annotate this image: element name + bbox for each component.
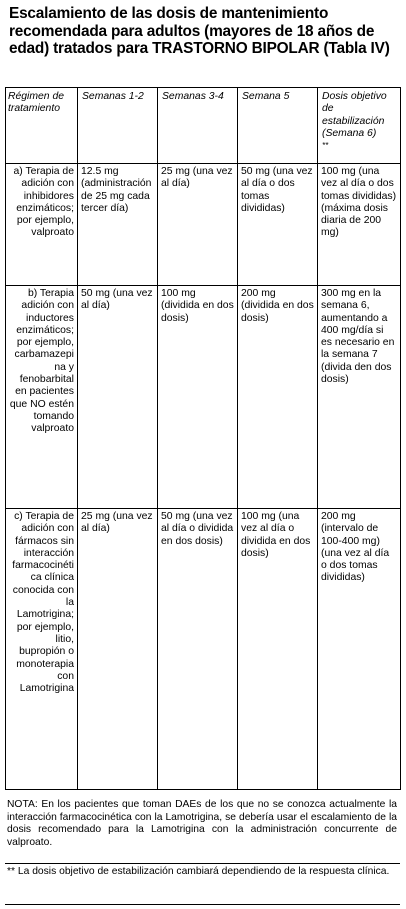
- table-row: [6, 509, 401, 790]
- header-target-dose: [318, 88, 401, 164]
- cell-regimen: b) Terapia adición con inductores enzimáticos; por ejemplo, carbamazepina y fenobarbital en pacientes que NO estén tomando valproato: [6, 286, 78, 509]
- footnote-divider: [5, 863, 400, 864]
- header-weeks-3-4: Semanas 3-4: [158, 88, 238, 164]
- header-week-5: Semana 5: [238, 88, 318, 164]
- bottom-divider: [5, 904, 400, 905]
- cell-target-dose: 100 mg (una vez al día o dos tomas divididas) (máxima dosis diaria de 200 mg): [318, 164, 401, 286]
- cell-target-dose: 200 mg (intervalo de 100-400 mg) (una vez al día o dos tomas divididas): [318, 509, 401, 790]
- cell-regimen: c) Terapia de adición con fármacos sin interacción farmacocinética clínica conocida con la Lamotrigina; por ejemplo, litio, bupropión o monoterapia con Lamotrigina: [6, 509, 78, 790]
- cell-weeks-3-4: 50 mg (una vez al día o dividida en dos dosis): [158, 509, 238, 790]
- cell-weeks-1-2: 25 mg (una vez al día): [78, 509, 158, 790]
- cell-weeks-3-4: 100 mg (dividida en dos dosis): [158, 286, 238, 509]
- cell-week-5: 200 mg (dividida en dos dosis): [238, 286, 318, 509]
- cell-target-dose: 300 mg en la semana 6, aumentando a 400 mg/día si es necesario en la semana 7 (divida den dos dosis): [318, 286, 401, 509]
- cell-weeks-1-2: 50 mg (una vez al día): [78, 286, 158, 509]
- cell-week-5: 50 mg (una vez al día o dos tomas divididas): [238, 164, 318, 286]
- header-regimen: Régimen de tratamiento: [6, 88, 78, 164]
- table-row: [6, 286, 401, 509]
- cell-regimen: a) Terapia de adición con inhibidores enzimáticos; por ejemplo, valproato: [6, 164, 78, 286]
- table-note: NOTA: En los pacientes que toman DAEs de los que no se conozca actualmente la interacción farmacocinética con la Lamotrigina, se debería usar el escalamiento de la dosis recomendado para la Lamotrigina con la administración concurrente de valproato.: [7, 799, 397, 848]
- cell-weeks-1-2: 12.5 mg (administración de 25 mg cada tercer día): [78, 164, 158, 286]
- header-weeks-1-2: Semanas 1-2: [78, 88, 158, 164]
- header-target-label: Dosis objetivo de estabilización (Semana 6): [322, 91, 387, 139]
- footnote: ** La dosis objetivo de estabilización cambiará dependiendo de la respuesta clínica.: [7, 866, 390, 877]
- cell-weeks-3-4: 25 mg (una vez al día): [158, 164, 238, 286]
- header-target-footnote-mark: **: [322, 141, 329, 151]
- table-title: Escalamiento de las dosis de mantenimiento recomendada para adultos (mayores de 18 años de edad) tratados para TRASTORNO BIPOLAR (Tabla IV): [9, 5, 390, 58]
- dose-table: [5, 87, 401, 790]
- cell-week-5: 100 mg (una vez al día o dividida en dos dosis): [238, 509, 318, 790]
- table-row: [6, 164, 401, 286]
- table-header-row: [6, 88, 401, 164]
